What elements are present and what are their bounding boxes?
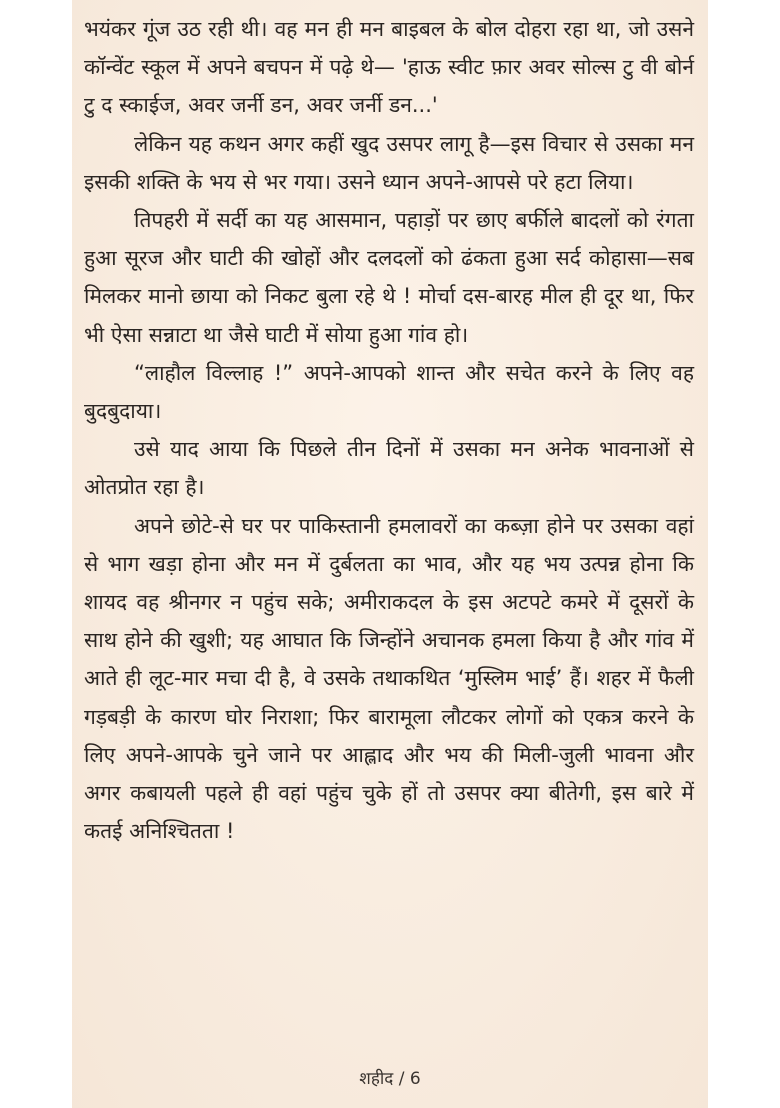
book-page <box>72 0 708 1108</box>
body-text <box>84 10 694 850</box>
paragraph-4: “लाहौल विल्लाह !” अपने-आपको शान्त और सचेत करने के लिए वह बुदबुदाया। <box>84 360 694 424</box>
footer-separator: / <box>393 1069 410 1089</box>
page-number: 6 <box>409 1069 421 1089</box>
book-title: शहीद <box>359 1069 394 1089</box>
paragraph-6: अपने छोटे-से घर पर पाकिस्तानी हमलावरों का कब्ज़ा होने पर उसका वहां से भाग खड़ा होना और मन में दुर्बलता का भाव, और यह भय उत्पन्न होना कि शायद वह श्रीनगर न पहुंच सके; अमीराकदल के इस अटपटे कमरे में दूसरों के साथ होने की खुशी; यह आघात कि जिन्होंने अचानक हमला किया है और गांव में आते ही लूट-मार मचा दी है, वे उसके तथाकथित ‘मुस्लिम भाई’ हैं। शहर में फैली गड़बड़ी के कारण घोर निराशा; फिर बारामूला लौटकर लोगों को एकत्र करने के लिए अपने-आपके चुने जाने पर आह्लाद और भय की मिली-जुली भावना और अगर कबायली पहले ही वहां पहुंच चुके हों तो उसपर क्या बीतेगी, इस बारे में कतई अनिश्चितता ! <box>84 513 694 844</box>
paragraph-5: उसे याद आया कि पिछले तीन दिनों में उसका मन अनेक भावनाओं से ओतप्रोत रहा है। <box>84 437 694 500</box>
paragraph-2: लेकिन यह कथन अगर कहीं खुद उसपर लागू है—इस विचार से उसका मन इसकी शक्ति के भय से भर गया। उसने ध्यान अपने-आपसे परे हटा लिया। <box>84 131 694 194</box>
paragraph-1: भयंकर गूंज उठ रही थी। वह मन ही मन बाइबल के बोल दोहरा रहा था, जो उसने कॉन्वेंट स्कूल में अपने बचपन में पढ़े थे— 'हाऊ स्वीट फ़ार अवर सोल्स टु वी बोर्न टु द स्काईज, अवर जर्नी डन, अवर जर्नी डन...' <box>84 17 694 118</box>
paragraph-3: तिपहरी में सर्दी का यह आसमान, पहाड़ों पर छाए बर्फीले बादलों को रंगता हुआ सूरज और घाटी की खोहों और दलदलों को ढंकता हुआ सर्द कोहासा—सब मिलकर मानो छाया को निकट बुला रहे थे ! मोर्चा दस-बारह मील ही दूर था, फिर भी ऐसा सन्नाटा था जैसे घाटी में सोया हुआ गांव हो। <box>84 208 694 347</box>
page-footer <box>72 1066 708 1089</box>
